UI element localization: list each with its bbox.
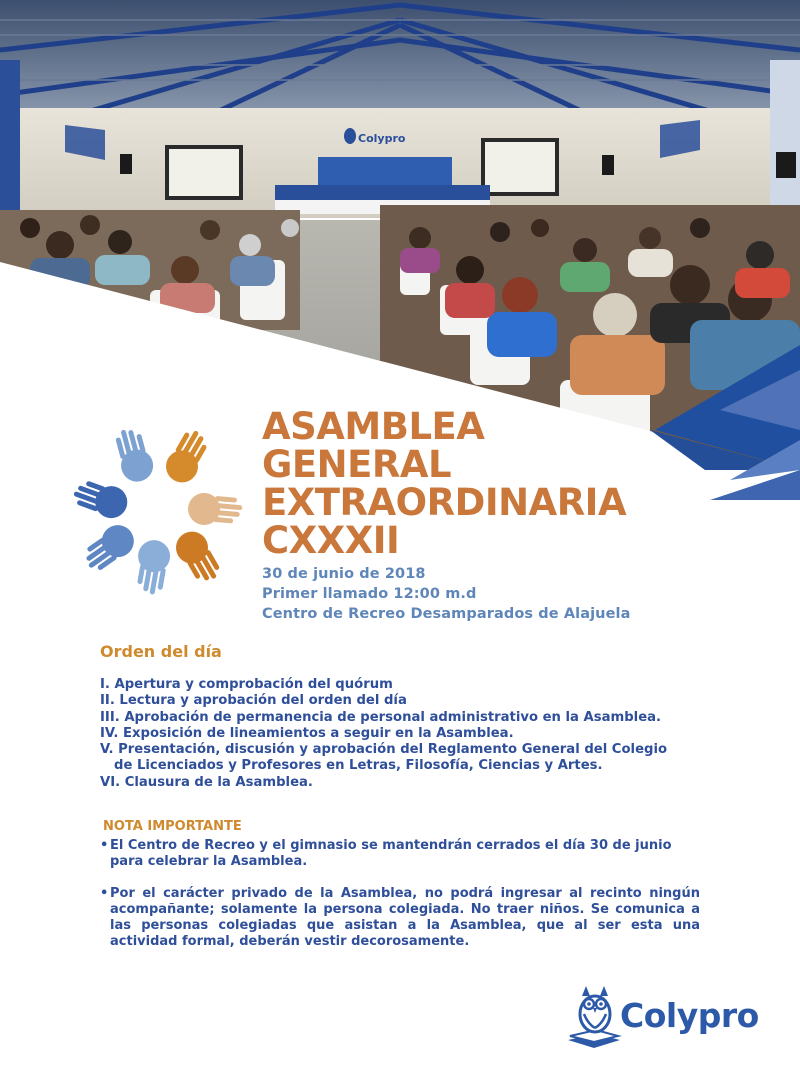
agenda-item: I. Apertura y comprobación del quórum bbox=[100, 677, 393, 692]
bullet: • bbox=[100, 838, 109, 853]
bullet: • bbox=[100, 886, 109, 901]
note-heading: NOTA IMPORTANTE bbox=[103, 819, 242, 834]
hero-photo bbox=[0, 0, 800, 470]
agenda-item: II. Lectura y aprobación del orden del día bbox=[100, 693, 407, 709]
note-item bbox=[100, 886, 700, 950]
agenda-item: VI. Clausura de la Asamblea. bbox=[100, 774, 313, 790]
title-line-2: GENERAL bbox=[262, 443, 452, 486]
note-item-text: El Centro de Recreo y el gimnasio se mantendrán cerrados el día 30 de junio para celebrar la Asamblea. bbox=[110, 838, 672, 869]
title-line-4: CXXXII bbox=[262, 519, 400, 562]
banner-brand-text: Colypro bbox=[358, 132, 406, 145]
agenda-item: IV. Exposición de lineamientos a seguir en la Asamblea. bbox=[100, 725, 514, 741]
agenda-heading: Orden del día bbox=[100, 642, 222, 661]
footer-brand: Colypro bbox=[620, 996, 759, 1035]
hands-circle-logo bbox=[68, 418, 253, 603]
event-date: 30 de junio de 2018 bbox=[262, 566, 426, 582]
title-line-1: ASAMBLEA bbox=[262, 405, 485, 448]
agenda-item: V. Presentación, discusión y aprobación del Reglamento General del Colegio bbox=[100, 742, 668, 758]
agenda-item-continuation bbox=[100, 758, 720, 774]
event-venue: Centro de Recreo Desamparados de Alajuela bbox=[262, 606, 631, 622]
agenda-item: III. Aprobación de permanencia de personal administrativo en la Asamblea. bbox=[100, 709, 662, 725]
note-item-text: Por el carácter privado de la Asamblea, no podrá ingresar al recinto ningún acompañante; solamente la persona colegiada. No traer niños. Se comunica a las personas colegiadas que asistan a la Asamblea, que al ser esta una actividad formal, deberán vestir decorosamente. bbox=[110, 886, 700, 949]
note-item bbox=[100, 838, 700, 870]
agenda-list bbox=[100, 677, 720, 791]
agenda-item-continuation-text: de Licenciados y Profesores en Letras, Filosofía, Ciencias y Artes. bbox=[114, 758, 603, 774]
title-line-3: EXTRAORDINARIA bbox=[262, 481, 627, 524]
decorative-triangles bbox=[640, 420, 800, 500]
event-first-call: Primer llamado 12:00 m.d bbox=[262, 586, 477, 602]
